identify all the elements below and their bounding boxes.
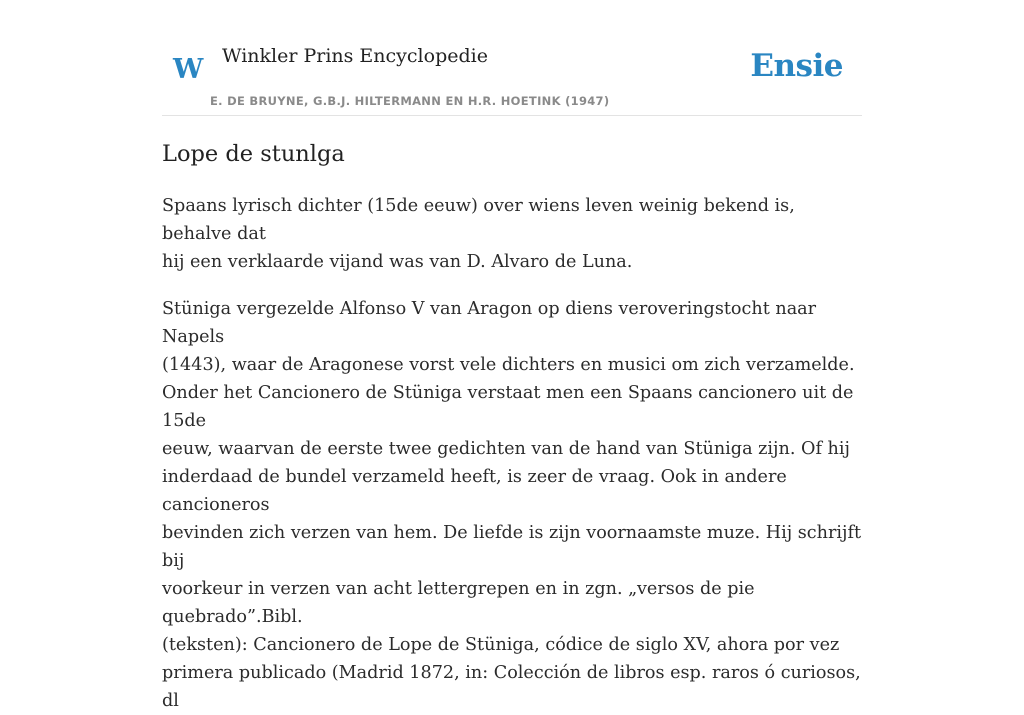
article	[162, 138, 862, 715]
winkler-prins-logo-icon[interactable]: W	[173, 54, 204, 85]
ensie-logo[interactable]: Ensie	[750, 48, 843, 84]
source-title[interactable]: Winkler Prins Encyclopedie	[222, 45, 488, 67]
site-header	[162, 40, 862, 116]
article-title: Lope de stunlga	[162, 141, 345, 167]
source-authors: E. DE BRUYNE, G.B.J. HILTERMANN EN H.R. HOETINK (1947)	[210, 94, 610, 108]
article-paragraph: Stüniga vergezelde Alfonso V van Aragon op diens veroveringstocht naar Napels (1443), waar de Aragonese vorst vele dichters en musici om zich verzamelde. Onder het Cancionero de Stüniga verstaat men een Spaans cancionero uit de 15de eeuw, waarvan de eerste twee gedichten van de hand van Stüniga zijn. Of hij inderdaad de bundel verzameld heeft, is zeer de vraag. Ook in andere cancioneros bevinden zich verzen van hem. De liefde is zijn voornaamste muze. Hij schrijft bij voorkeur in verzen van acht lettergrepen en in zgn. „versos de pie quebrado”.Bibl. (teksten): Cancionero de Lope de Stüniga, códice de siglo XV, ahora por vez primera publicado (Madrid 1872, in: Colección de libros esp. raros ó curiosos, dl	[162, 299, 862, 711]
article-paragraph: Spaans lyrisch dichter (15de eeuw) over wiens leven weinig bekend is, behalve dat hij een verklaarde vijand was van D. Alvaro de Luna.	[162, 196, 795, 272]
